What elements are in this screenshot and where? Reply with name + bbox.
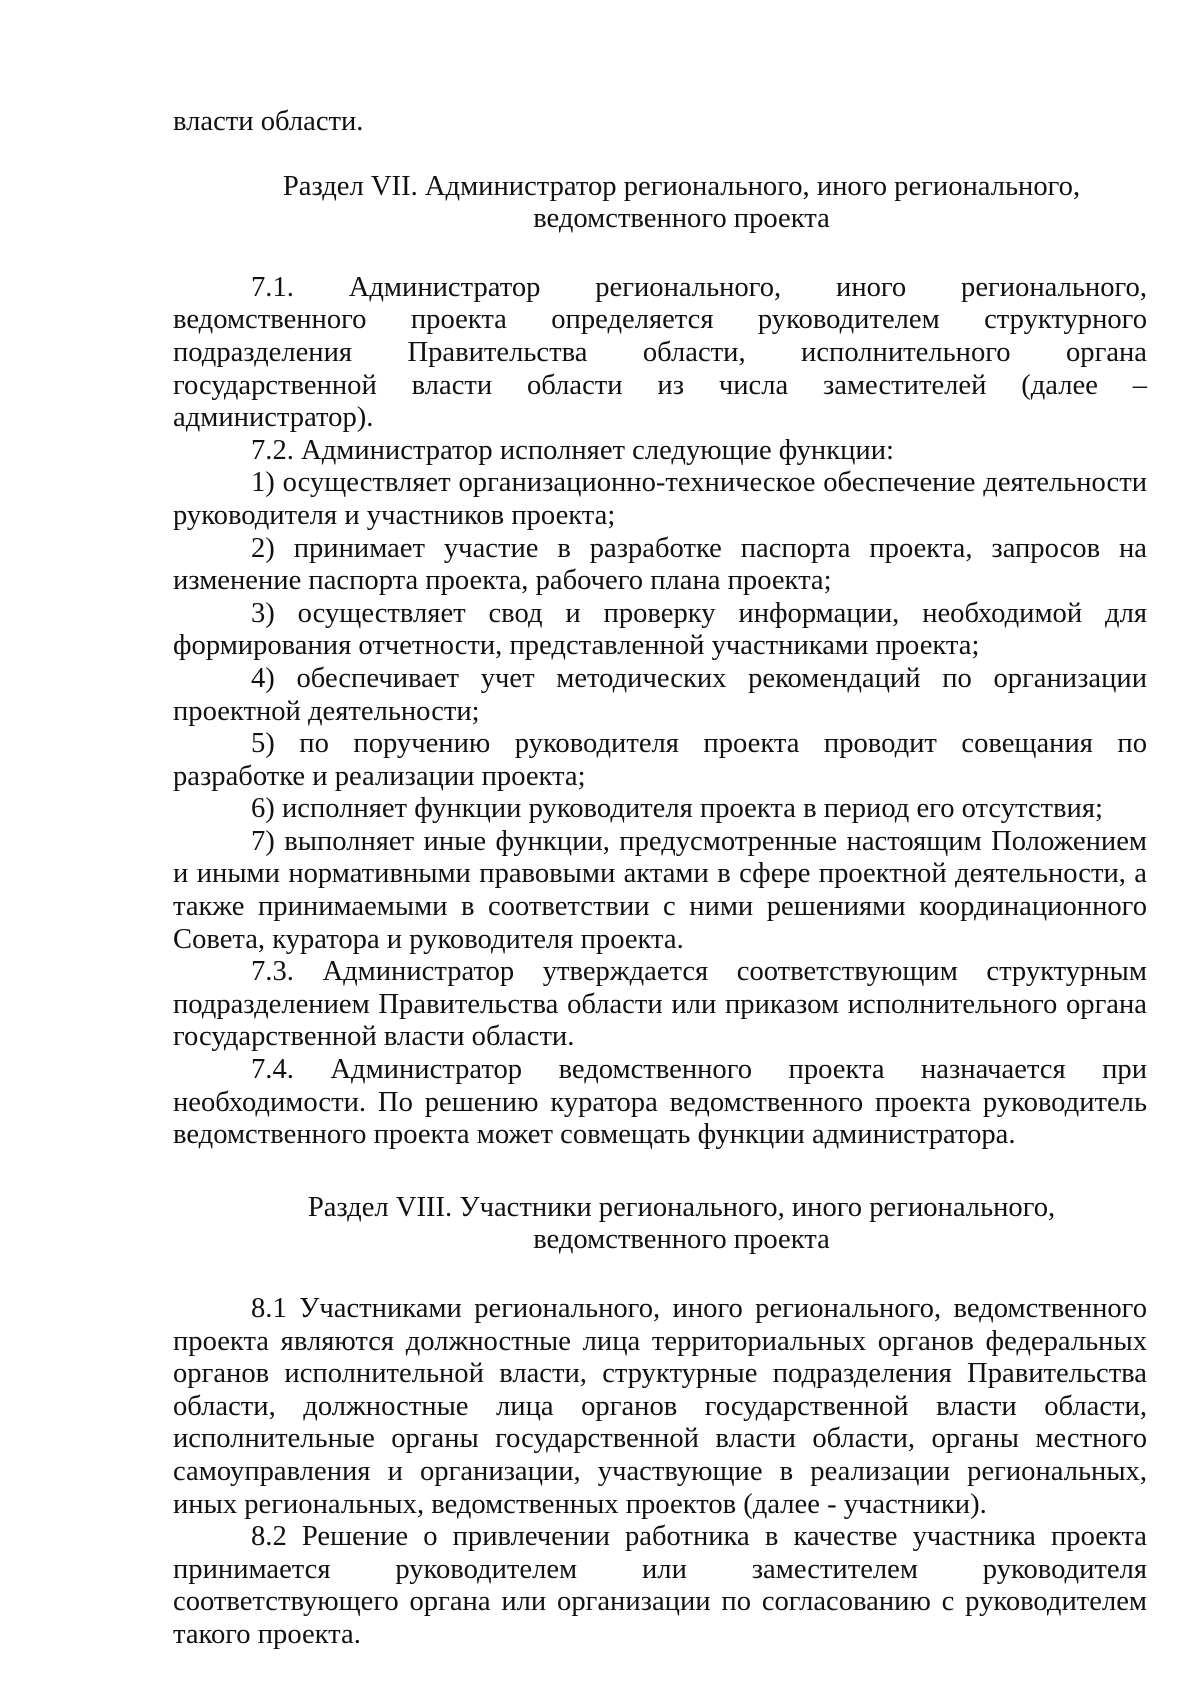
section-7-heading-line-2: ведомственного проекта — [533, 203, 830, 235]
paragraph-7-4: 7.4. Администратор ведомственного проекта назначается при необходимости. По решению куратора ведомственного проекта руководитель ведомственного проекта может совмещать функции администратора. — [173, 1054, 1147, 1151]
paragraph-7-2: 7.2. Администратор исполняет следующие функции: — [251, 434, 894, 466]
paragraph-7-1: 7.1. Администратор регионального, иного регионального, ведомственного проекта определяется руководителем структурного подразделения Правительства области, исполнительного органа государственной власти области из числа заместителей (далее – администратор). — [173, 271, 1147, 434]
paragraph-8-2: 8.2 Решение о привлечении работника в качестве участника проекта принимается руководителем или заместителем руководителя соответствующего органа или организации по согласованию с руководителем такого проекта. — [173, 1521, 1147, 1650]
continuation-line: власти области. — [173, 106, 364, 137]
section-8-heading — [173, 1192, 1147, 1257]
list-item-7-2-5: 5) по поручению руководителя проекта проводит совещания по разработке и реализации проекта; — [173, 728, 1147, 792]
document-page — [173, 106, 1147, 1652]
section-7-heading — [173, 171, 1147, 236]
list-item-7-2-2: 2) принимает участие в разработке паспорта проекта, запросов на изменение паспорта проекта, рабочего плана проекта; — [173, 532, 1147, 597]
list-item-7-2-6: 6) исполняет функции руководителя проекта в период его отсутствия; — [251, 793, 1103, 825]
section-7-body — [173, 272, 1147, 1152]
section-8-body — [173, 1293, 1147, 1652]
list-item-7-2-7: 7) выполняет иные функции, предусмотренные настоящим Положением и иными нормативными правовыми актами в сфере проектной деятельности, а также принимаемыми в соответствии с ними решениями координационного Совета, куратора и руководителя проекта. — [173, 825, 1147, 955]
list-item-7-2-1: 1) осуществляет организационно-техническое обеспечение деятельности руководителя и участников проекта; — [173, 467, 1147, 531]
section-8-heading-line-1: Раздел VIII. Участники регионального, иного регионального, — [307, 1191, 1056, 1223]
list-item-7-2-3: 3) осуществляет свод и проверку информации, необходимой для формирования отчетности, представленной участниками проекта; — [173, 597, 1147, 662]
section-8-heading-line-2: ведомственного проекта — [533, 1224, 830, 1256]
paragraph-7-3: 7.3. Администратор утверждается соответствующим структурным подразделением Правительства области или приказом исполнительного органа государственной власти области. — [173, 956, 1147, 1053]
list-item-7-2-4: 4) обеспечивает учет методических рекомендаций по организации проектной деятельности; — [173, 662, 1147, 727]
section-7-heading-line-1: Раздел VII. Администратор регионального, иного регионального, — [282, 170, 1081, 202]
paragraph-8-1: 8.1 Участниками регионального, иного регионального, ведомственного проекта являются должностные лица территориальных органов федеральных органов исполнительной власти, структурные подразделения Правительства области, должностные лица органов государственной власти области, исполнительные органы государственной власти области, органы местного самоуправления и организации, участвующие в реализации региональных, иных региональных, ведомственных проектов (далее - участники). — [173, 1293, 1147, 1520]
